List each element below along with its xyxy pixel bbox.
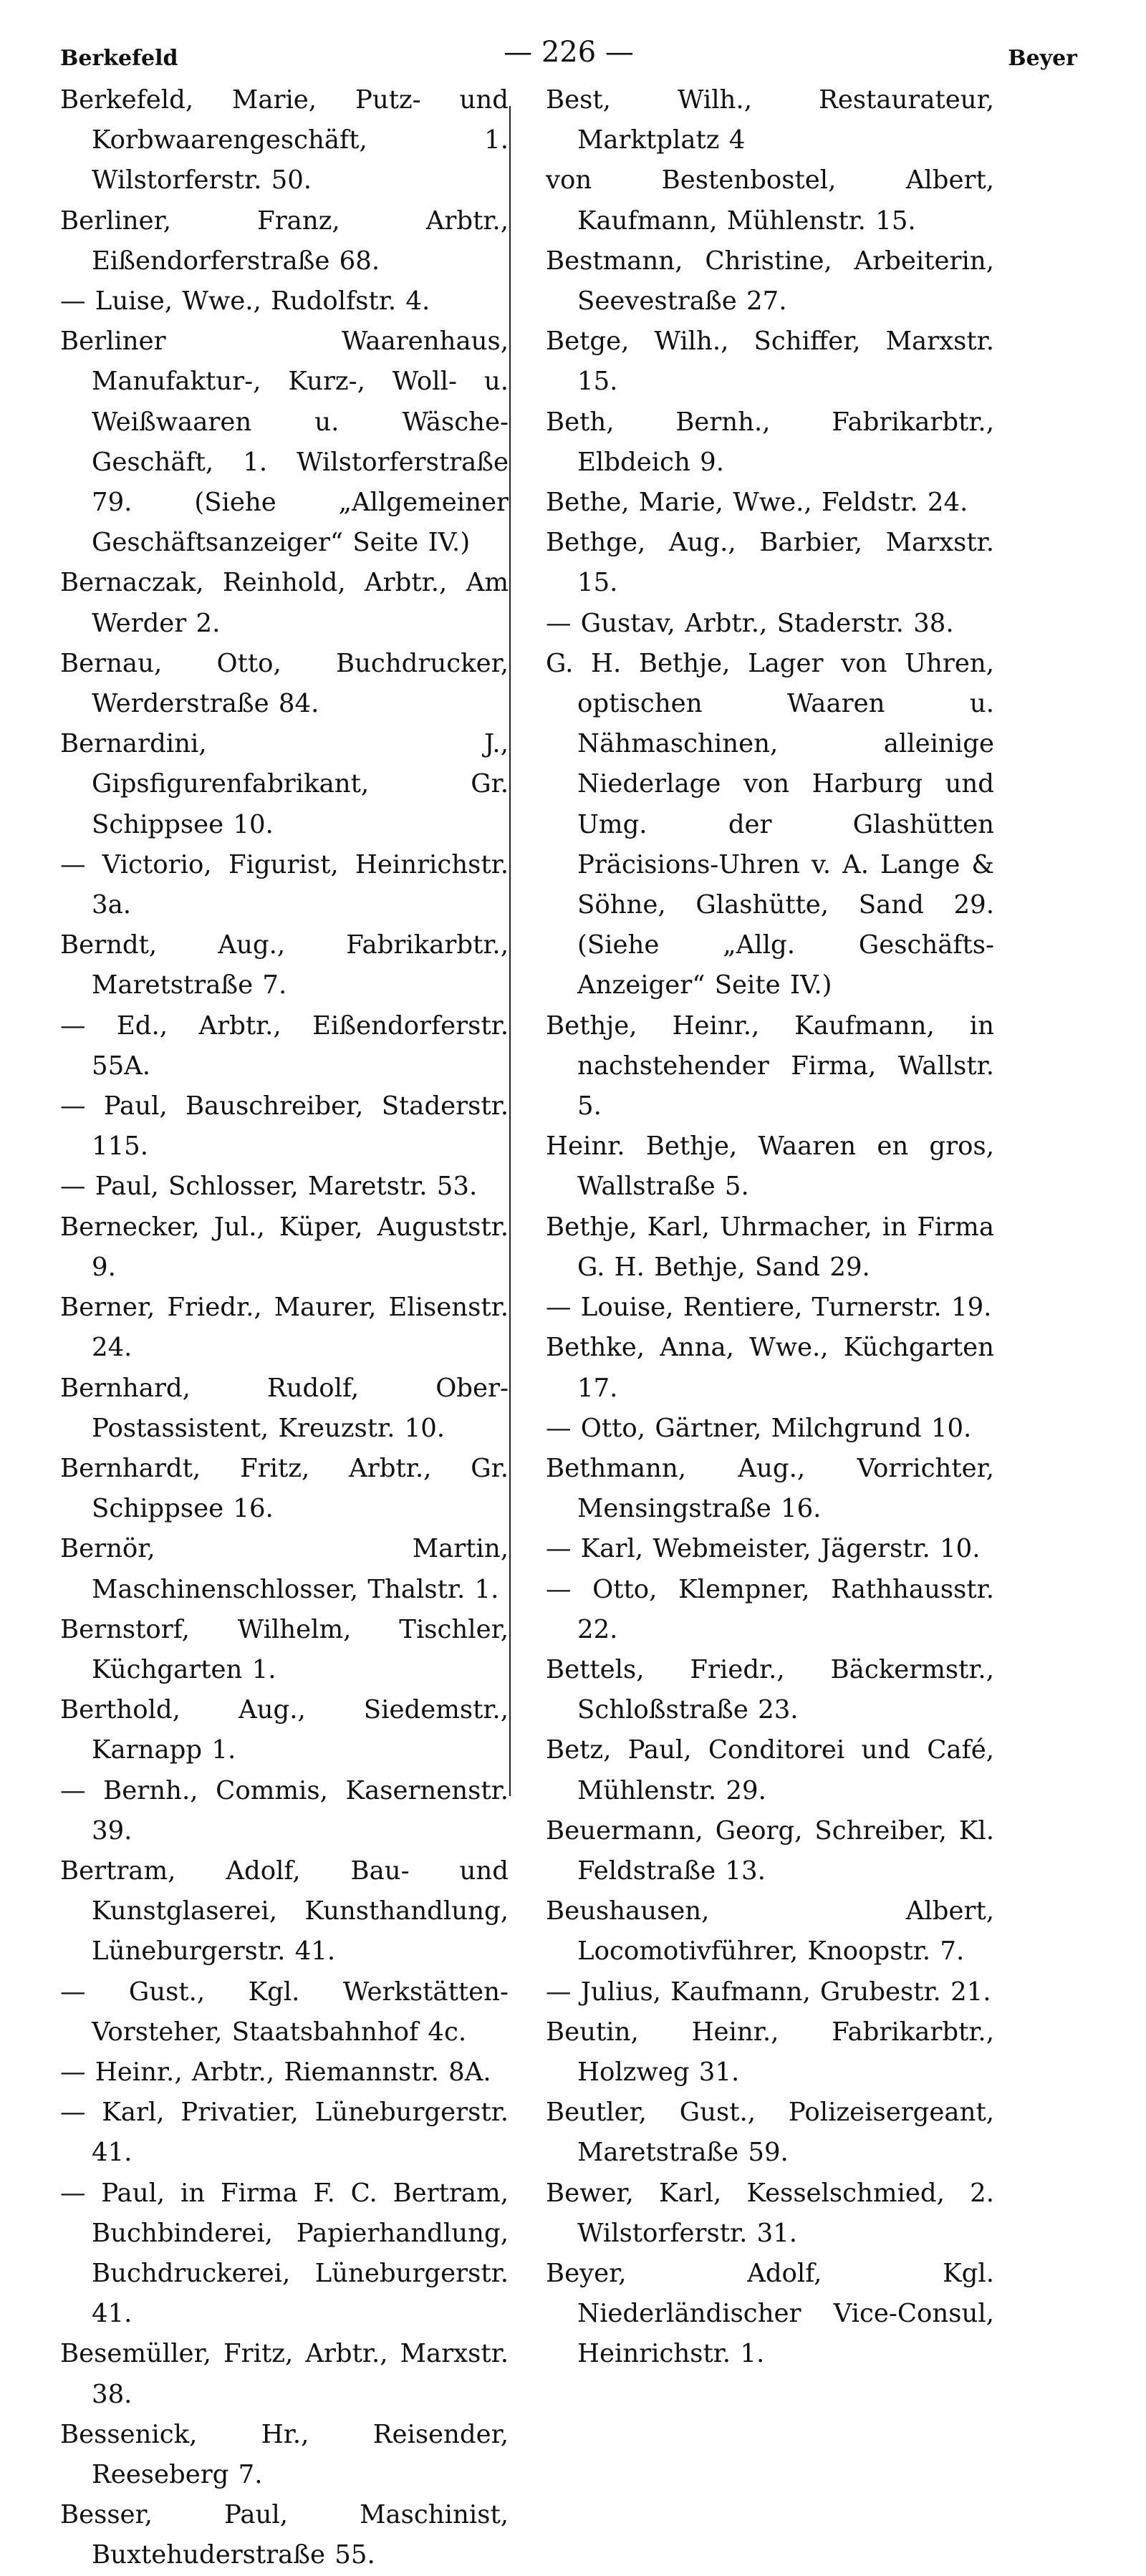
directory-entry: — Ed., Arbtr., Eißendorferstr. 55A. bbox=[60, 1010, 509, 1081]
directory-entry: Bethe, Marie, Wwe., Feldstr. 24. bbox=[546, 488, 968, 518]
left-column bbox=[60, 80, 527, 2576]
directory-entry: Berliner Waarenhaus, Manufaktur-, Kurz-, Woll- u. Weißwaaren u. Wäsche-Geschäft, 1. Wilstorferstraße 79. (Siehe „Allgemeiner Geschäftsanzeiger“ Seite IV.) bbox=[60, 327, 509, 558]
directory-entry: Besser, Paul, Maschinist, Buxtehuderstraße 55. bbox=[60, 2500, 509, 2570]
directory-entry: Bernhard, Rudolf, Ober-Postassistent, Kreuzstr. 10. bbox=[60, 1373, 509, 1443]
directory-entry: Bernaczak, Reinhold, Arbtr., Am Werder 2. bbox=[60, 568, 509, 638]
directory-entry: — Karl, Webmeister, Jägerstr. 10. bbox=[546, 1534, 981, 1564]
directory-entry: Berkefeld, Marie, Putz- und Korbwaarengeschäft, 1. Wilstorferstr. 50. bbox=[60, 85, 509, 196]
directory-entry: — Otto, Gärtner, Milchgrund 10. bbox=[546, 1413, 972, 1443]
directory-entry: Bernecker, Jul., Küper, Auguststr. 9. bbox=[60, 1212, 509, 1282]
directory-entry: Bertram, Adolf, Bau- und Kunstglaserei, Kunsthandlung, Lüneburgerstr. 41. bbox=[60, 1856, 509, 1967]
directory-entry: Bethge, Aug., Barbier, Marxstr. 15. bbox=[546, 528, 994, 598]
directory-entry: Bethje, Karl, Uhrmacher, in Firma G. H. Bethje, Sand 29. bbox=[546, 1212, 994, 1282]
directory-entry: Bessenick, Hr., Reisender, Reeseberg 7. bbox=[60, 2419, 509, 2489]
directory-entry: Heinr. Bethje, Waaren en gros, Wallstraße 5. bbox=[546, 1132, 994, 1202]
directory-entry: — Heinr., Arbtr., Riemannstr. 8A. bbox=[60, 2057, 491, 2087]
directory-entry: — Victorio, Figurist, Heinrichstr. 3a. bbox=[60, 849, 509, 920]
directory-entry: G. H. Bethje, Lager von Uhren, optischen Waaren u. Nähmaschinen, alleinige Niederlage von Harburg und Umg. der Glashütten Präcisions-Uhren v. A. Lange & Söhne, Glashütte, Sand 29. (Siehe „Allg. Geschäfts-Anzeiger“ Seite IV.) bbox=[546, 648, 994, 1000]
directory-entry: — Paul, Bauschreiber, Staderstr. 115. bbox=[60, 1091, 509, 1162]
header-right-catchword: Beyer bbox=[1008, 46, 1077, 71]
right-column bbox=[527, 80, 994, 2576]
directory-entry: — Bernh., Commis, Kasernenstr. 39. bbox=[60, 1775, 509, 1846]
directory-entry: von Bestenbostel, Albert, Kaufmann, Mühlenstr. 15. bbox=[546, 165, 994, 236]
entry-columns bbox=[60, 80, 1077, 2576]
directory-entry: Beyer, Adolf, Kgl. Niederländischer Vice-Consul, Heinrichstr. 1. bbox=[546, 2258, 994, 2369]
directory-entry: Bettels, Friedr., Bäckermstr., Schloßstraße 23. bbox=[546, 1654, 994, 1725]
directory-entry: — Gustav, Arbtr., Staderstr. 38. bbox=[546, 608, 954, 638]
directory-entry: — Paul, Schlosser, Maretstr. 53. bbox=[60, 1172, 478, 1202]
directory-entry: Berner, Friedr., Maurer, Elisenstr. 24. bbox=[60, 1293, 509, 1363]
directory-entry: Bernardini, J., Gipsfigurenfabrikant, Gr. Schippsee 10. bbox=[60, 729, 509, 839]
directory-entry: Beutin, Heinr., Fabrikarbtr., Holzweg 31. bbox=[546, 2017, 994, 2087]
header-left-catchword: Berkefeld bbox=[60, 46, 178, 71]
directory-entry: Bernör, Martin, Maschinenschlosser, Thalstr. 1. bbox=[60, 1534, 509, 1604]
directory-entry: — Karl, Privatier, Lüneburgerstr. 41. bbox=[60, 2098, 509, 2168]
directory-entry: Bernau, Otto, Buchdrucker, Werderstraße 84. bbox=[60, 648, 509, 719]
directory-entry: Beth, Bernh., Fabrikarbtr., Elbdeich 9. bbox=[546, 407, 994, 477]
directory-entry: Bethke, Anna, Wwe., Küchgarten 17. bbox=[546, 1333, 994, 1403]
directory-entry: Berthold, Aug., Siedemstr., Karnapp 1. bbox=[60, 1695, 509, 1765]
directory-entry: — Julius, Kaufmann, Grubestr. 21. bbox=[546, 1977, 991, 2007]
directory-entry: Berndt, Aug., Fabrikarbtr., Maretstraße 7. bbox=[60, 930, 509, 1000]
directory-entry: Bestmann, Christine, Arbeiterin, Seevestraße 27. bbox=[546, 246, 994, 317]
directory-entry: Betge, Wilh., Schiffer, Marxstr. 15. bbox=[546, 327, 994, 397]
directory-entry: Berliner, Franz, Arbtr., Eißendorferstraße 68. bbox=[60, 206, 509, 276]
directory-entry: Bethje, Heinr., Kaufmann, in nachstehender Firma, Wallstr. 5. bbox=[546, 1010, 994, 1121]
directory-entry: Beushausen, Albert, Locomotivführer, Knoopstr. 7. bbox=[546, 1896, 994, 1967]
directory-entry: — Otto, Klempner, Rathhausstr. 22. bbox=[546, 1574, 994, 1644]
page-number: — 226 — bbox=[504, 36, 634, 69]
directory-entry: Bernstorf, Wilhelm, Tischler, Küchgarten 1. bbox=[60, 1614, 509, 1684]
page-header bbox=[60, 30, 1077, 80]
directory-entry: — Paul, in Firma F. C. Bertram, Buchbinderei, Papierhandlung, Buchdruckerei, Lüneburgerstr. 41. bbox=[60, 2178, 509, 2329]
directory-entry: Besemüller, Fritz, Arbtr., Marxstr. 38. bbox=[60, 2339, 509, 2409]
directory-entry: Best, Wilh., Restaurateur, Marktplatz 4 bbox=[546, 85, 994, 155]
directory-entry: — Luise, Wwe., Rudolfstr. 4. bbox=[60, 286, 430, 317]
directory-entry: Beuermann, Georg, Schreiber, Kl. Feldstraße 13. bbox=[546, 1815, 994, 1886]
directory-entry: Betz, Paul, Conditorei und Café, Mühlenstr. 29. bbox=[546, 1735, 994, 1805]
directory-entry: Bernhardt, Fritz, Arbtr., Gr. Schippsee 16. bbox=[60, 1453, 509, 1524]
directory-entry: — Gust., Kgl. Werkstätten-Vorsteher, Staatsbahnhof 4c. bbox=[60, 1977, 509, 2047]
directory-entry: Bethmann, Aug., Vorrichter, Mensingstraße 16. bbox=[546, 1453, 994, 1524]
directory-entry: Beutler, Gust., Polizeisergeant, Maretstraße 59. bbox=[546, 2098, 994, 2168]
directory-entry: — Louise, Rentiere, Turnerstr. 19. bbox=[546, 1293, 992, 1323]
directory-entry: Bewer, Karl, Kesselschmied, 2. Wilstorferstr. 31. bbox=[546, 2178, 994, 2248]
